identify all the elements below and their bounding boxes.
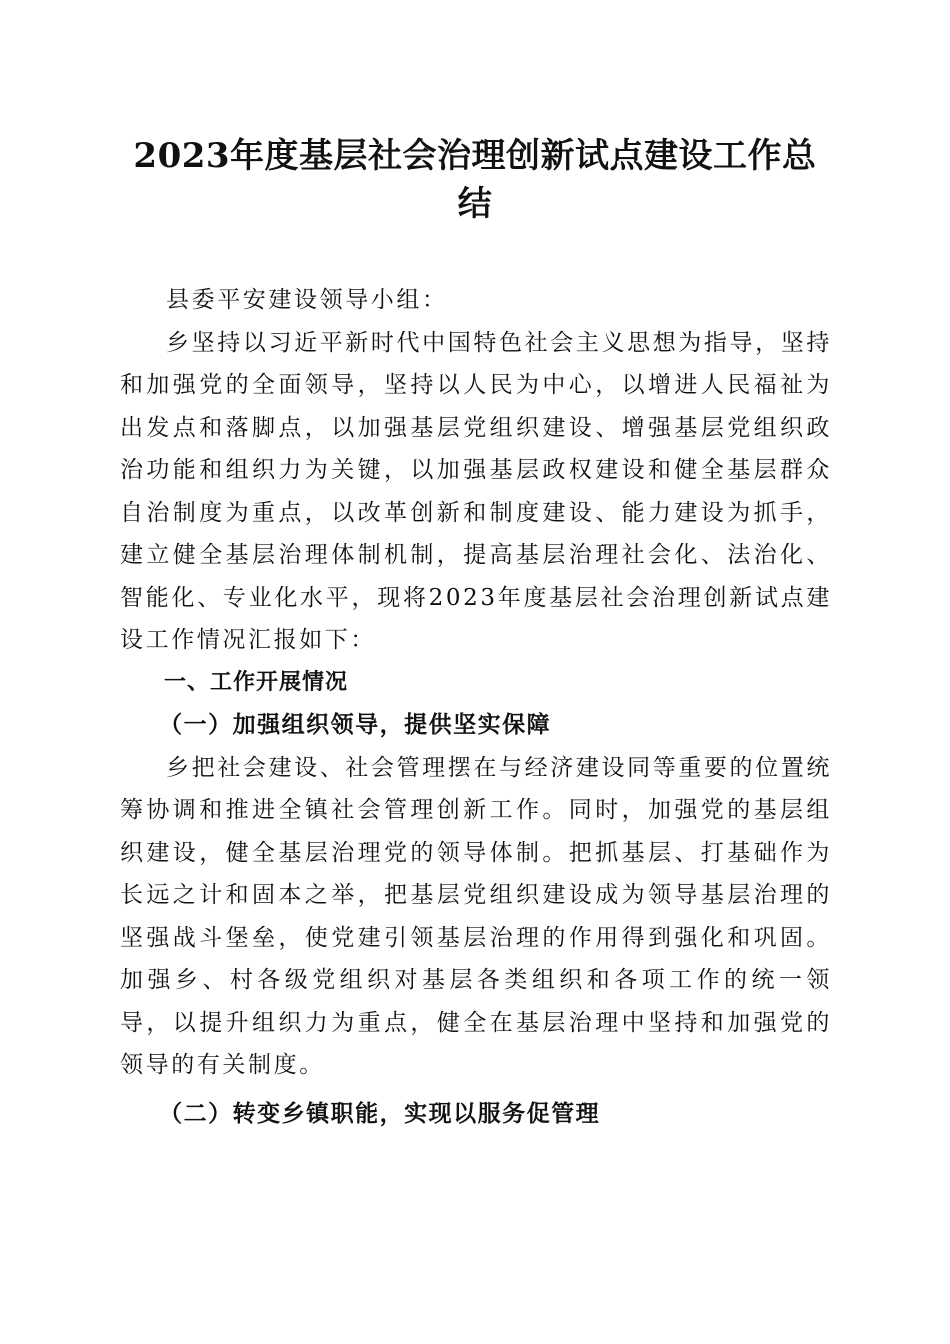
- intro-paragraph: 乡坚持以习近平新时代中国特色社会主义思想为指导，坚持和加强党的全面领导，坚持以人民为中心，以增进人民福祉为出发点和落脚点，以加强基层党组织建设、增强基层党组织政治功能和组织力为关键，以加强基层政权建设和健全基层群众自治制度为重点，以改革创新和制度建设、能力建设为抓手，建立健全基层治理体制机制，提高基层治理社会化、法治化、智能化、专业化水平，现将2023年度基层社会治理创新试点建设工作情况汇报如下：: [120, 329, 832, 653]
- title-line-2: 结: [457, 184, 493, 224]
- subsection-heading-2: （二）转变乡镇职能，实现以服务促管理: [159, 1099, 601, 1127]
- document-body: [120, 279, 832, 1135]
- document-title: [120, 132, 830, 228]
- subsection-heading-1: （一）加强组织领导，提供坚实保障: [159, 711, 552, 738]
- title-line-1: 2023年度基层社会治理创新试点建设工作总: [133, 136, 817, 176]
- section-heading-1: 一、工作开展情况: [164, 669, 349, 695]
- salutation: 县委平安建设领导小组：: [166, 287, 448, 313]
- subsection-1-paragraph: 乡把社会建设、社会管理摆在与经济建设同等重要的位置统筹协调和推进全镇社会管理创新工作。同时，加强党的基层组织建设，健全基层治理党的领导体制。把抓基层、打基础作为长远之计和固本之举，把基层党组织建设成为领导基层治理的坚强战斗堡垒，使党建引领基层治理的作用得到强化和巩固。加强乡、村各级党组织对基层各类组织和各项工作的统一领导，以提升组织力为重点，健全在基层治理中坚持和加强党的领导的有关制度。: [120, 754, 832, 1078]
